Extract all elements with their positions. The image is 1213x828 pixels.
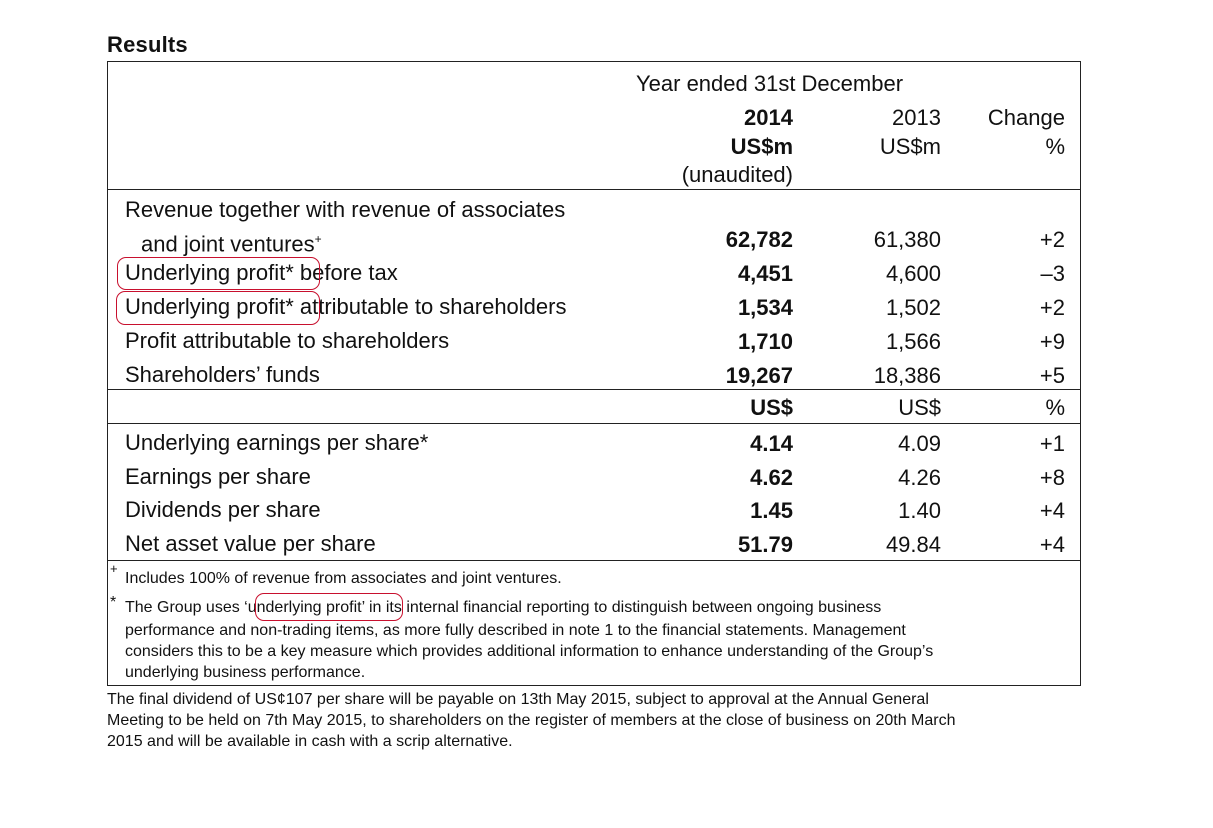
value-change: +4 bbox=[1039, 498, 1065, 523]
value-2013: 4.26 bbox=[898, 465, 941, 490]
row-label: Shareholders’ funds bbox=[125, 362, 320, 387]
value-2014: 51.79 bbox=[737, 532, 793, 557]
value-2014: 4.62 bbox=[750, 465, 793, 490]
plus-mark: + bbox=[314, 232, 322, 246]
footnote-star-mark: * bbox=[110, 594, 117, 611]
col-2013-unit: US$m bbox=[879, 134, 941, 159]
unit-change: % bbox=[1045, 395, 1065, 420]
value-2014: 1.45 bbox=[750, 498, 793, 523]
value-change: +1 bbox=[1039, 431, 1065, 456]
section-divider bbox=[108, 389, 1080, 390]
value-2013: 4,600 bbox=[885, 261, 941, 286]
value-2014: 62,782 bbox=[725, 227, 793, 252]
value-change: –3 bbox=[1040, 261, 1065, 286]
value-2013: 49.84 bbox=[885, 532, 941, 557]
footnote-star-line4: underlying business performance. bbox=[125, 664, 366, 681]
footnote-divider bbox=[108, 560, 1080, 561]
col-2014-note: (unaudited) bbox=[681, 162, 793, 187]
row-label: Underlying profit* before tax bbox=[125, 260, 398, 285]
header-divider bbox=[108, 189, 1080, 190]
footnote-plus-mark: + bbox=[110, 561, 118, 576]
value-2013: 4.09 bbox=[898, 431, 941, 456]
value-2014: 1,710 bbox=[737, 329, 793, 354]
value-2014: 1,534 bbox=[737, 295, 793, 320]
unit-2014: US$ bbox=[750, 395, 793, 420]
footnote-star-line1: The Group uses ‘underlying profit’ in its internal financial reporting to distinguish between ongoing business bbox=[125, 599, 882, 616]
value-2013: 1,566 bbox=[885, 329, 941, 354]
value-change: +9 bbox=[1039, 329, 1065, 354]
footnote-star-line2: performance and non-trading items, as more fully described in note 1 to the financial statements. Management bbox=[125, 622, 906, 639]
results-table bbox=[107, 61, 1081, 686]
value-change: +2 bbox=[1039, 295, 1065, 320]
value-change: +2 bbox=[1039, 227, 1065, 252]
row-label: Net asset value per share bbox=[125, 531, 376, 556]
dividend-line: Meeting to be held on 7th May 2015, to shareholders on the register of members at the close of business on 20th March bbox=[107, 712, 956, 729]
col-change-unit: % bbox=[1045, 134, 1065, 159]
section-heading: Results bbox=[107, 32, 188, 57]
period-header: Year ended 31st December bbox=[636, 71, 904, 96]
value-2013: 1,502 bbox=[885, 295, 941, 320]
footnote-star-line3: considers this to be a key measure which provides additional information to enhance understanding of the Group’s bbox=[125, 643, 934, 660]
value-2014: 19,267 bbox=[725, 363, 793, 388]
row-label: Profit attributable to shareholders bbox=[125, 328, 450, 353]
section-divider bbox=[108, 423, 1080, 424]
dividend-note bbox=[107, 689, 956, 752]
row-label: Underlying profit* attributable to shareholders bbox=[125, 294, 567, 319]
value-change: +5 bbox=[1039, 363, 1065, 388]
value-2014: 4.14 bbox=[750, 431, 793, 456]
row-label: Dividends per share bbox=[125, 497, 321, 522]
col-2014-unit: US$m bbox=[730, 134, 793, 159]
value-change: +8 bbox=[1039, 465, 1065, 490]
row-label: Underlying earnings per share* bbox=[125, 430, 429, 455]
col-change-label: Change bbox=[987, 105, 1065, 130]
dividend-line: 2015 and will be available in cash with a scrip alternative. bbox=[107, 733, 513, 750]
col-2014-year: 2014 bbox=[744, 105, 793, 130]
value-2013: 18,386 bbox=[873, 363, 941, 388]
dividend-line: The final dividend of US¢107 per share will be payable on 13th May 2015, subject to approval at the Annual General bbox=[107, 691, 929, 708]
value-2013: 61,380 bbox=[873, 227, 941, 252]
value-2014: 4,451 bbox=[737, 261, 793, 286]
row-label: Revenue together with revenue of associates bbox=[125, 197, 566, 222]
value-change: +4 bbox=[1039, 532, 1065, 557]
row-label: and joint ventures+ bbox=[141, 231, 322, 257]
col-2013-year: 2013 bbox=[892, 105, 941, 130]
unit-2013: US$ bbox=[898, 395, 941, 420]
row-label: Earnings per share bbox=[125, 464, 311, 489]
value-2013: 1.40 bbox=[898, 498, 941, 523]
footnote-plus-text: Includes 100% of revenue from associates and joint ventures. bbox=[125, 570, 562, 587]
